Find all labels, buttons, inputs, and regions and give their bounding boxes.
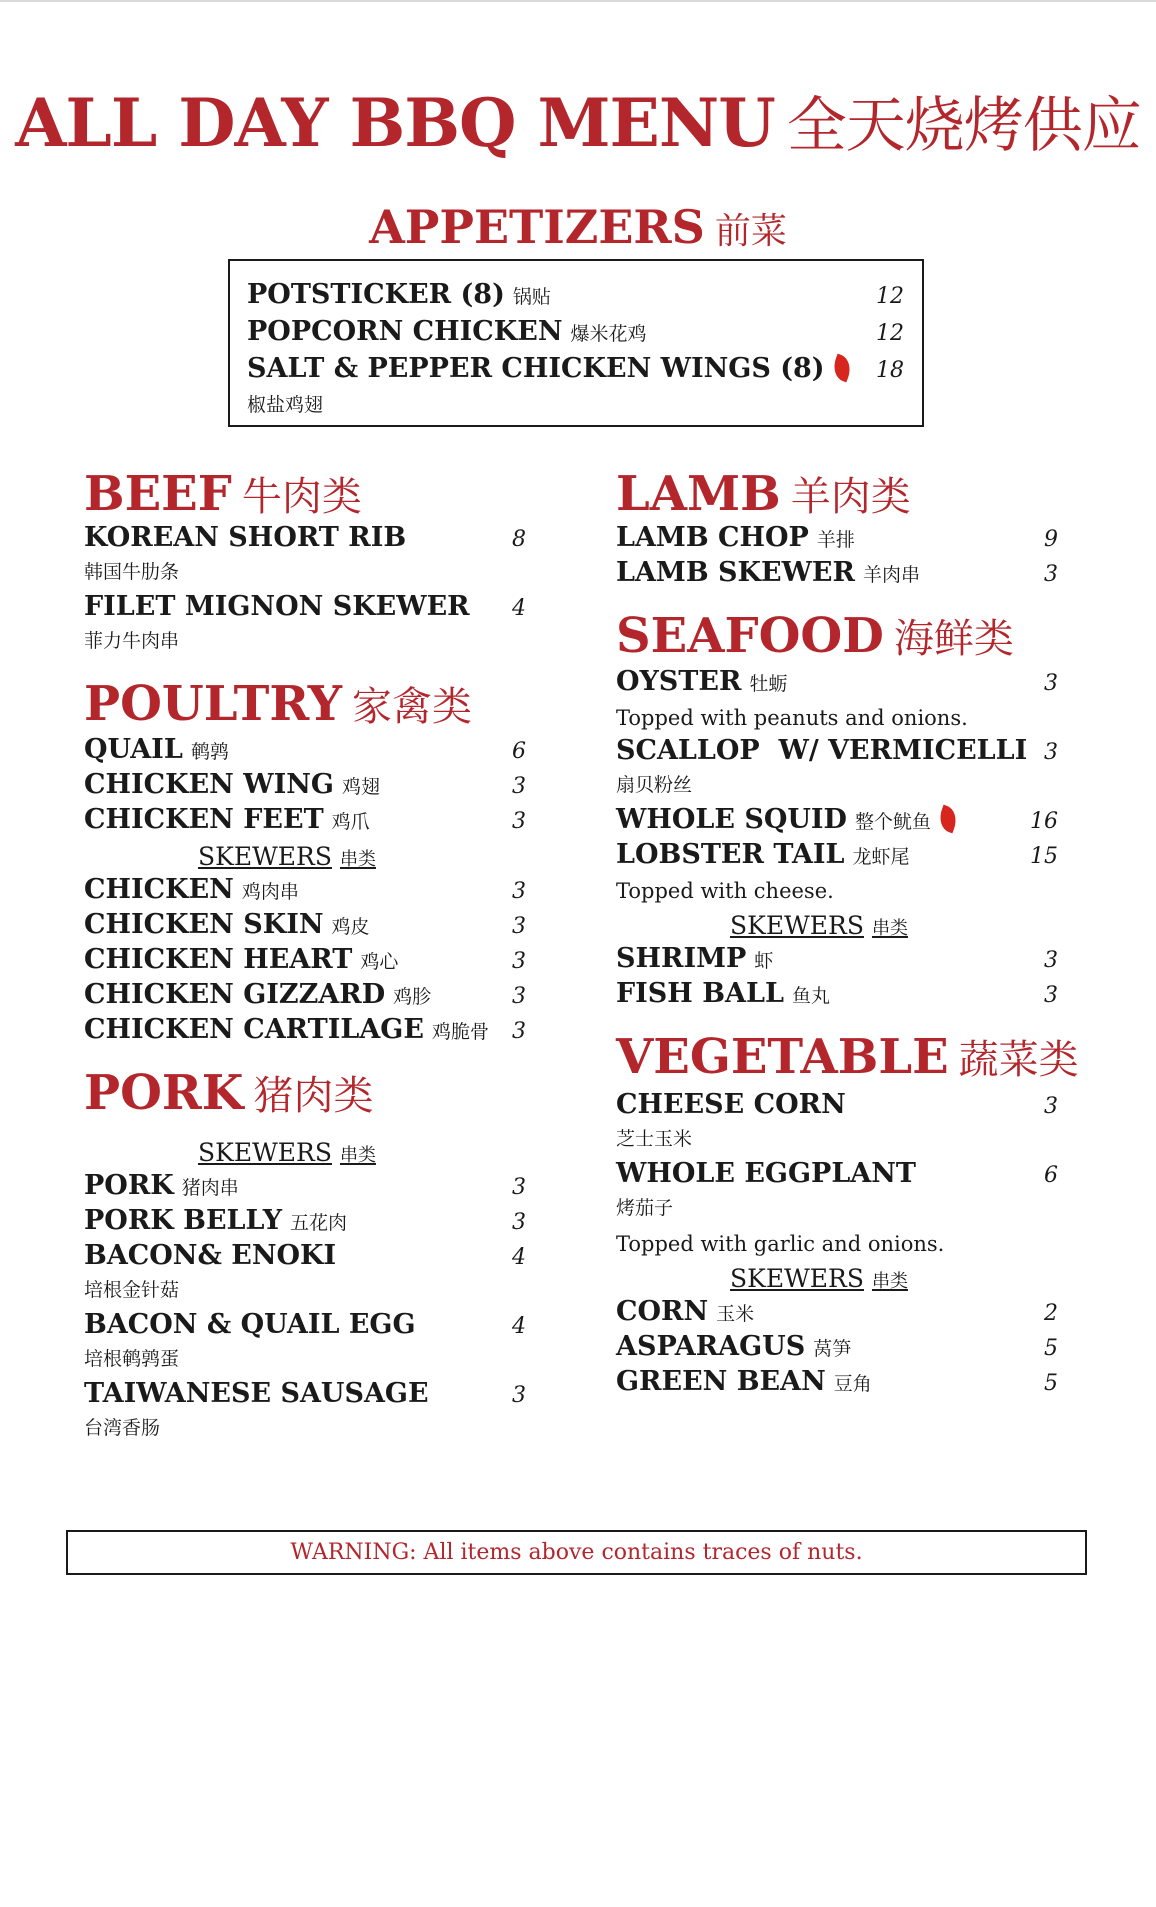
item-price: 6 — [1044, 1163, 1058, 1188]
item-name: KOREAN SHORT RIB — [84, 522, 407, 553]
item-name-cn: 台湾香肠 — [84, 1417, 161, 1439]
item-name: LOBSTER TAIL — [616, 839, 845, 870]
menu-item-row — [84, 979, 526, 1014]
item-name: CHICKEN FEET — [84, 804, 324, 835]
item-description: Topped with cheese. — [616, 879, 834, 903]
item-name: CHICKEN WING — [84, 769, 334, 800]
item-name: CHEESE CORN — [616, 1089, 846, 1120]
item-name-cn: 整个鱿鱼 — [854, 811, 931, 833]
item-name-cn: 牡蛎 — [749, 673, 788, 695]
right-column — [616, 466, 1079, 1401]
item-price: 5 — [1044, 1336, 1058, 1361]
item-name-cn: 莴笋 — [813, 1338, 852, 1360]
item-name-cn: 龙虾尾 — [852, 846, 910, 868]
item-price: 12 — [876, 321, 904, 346]
menu-item-row — [616, 1366, 1058, 1401]
item-name-cn: 椒盐鸡翅 — [247, 394, 324, 416]
item-price: 3 — [1044, 983, 1058, 1008]
menu-item-row — [84, 944, 526, 979]
item-name: WHOLE EGGPLANT — [616, 1158, 917, 1189]
item-name-cn: 菲力牛肉串 — [84, 630, 180, 652]
item-name: ASPARAGUS — [616, 1331, 806, 1362]
item-name: SHRIMP — [616, 943, 747, 974]
item-price: 3 — [512, 774, 526, 799]
item-name: CHICKEN CARTILAGE — [84, 1014, 424, 1045]
item-name-cn: 鸡脆骨 — [431, 1021, 489, 1043]
item-price: 3 — [512, 1383, 526, 1408]
menu-title-cn: 全天烧烤供应 — [786, 91, 1141, 161]
menu-item-row — [247, 279, 904, 316]
item-price: 3 — [512, 914, 526, 939]
item-name: BACON& ENOKI — [84, 1240, 337, 1271]
item-description: Topped with garlic and onions. — [616, 1232, 945, 1256]
menu-item-row — [616, 978, 1058, 1013]
item-name: CHICKEN SKIN — [84, 909, 324, 940]
item-name-cn: 豆角 — [833, 1373, 872, 1395]
item-price: 3 — [1044, 740, 1058, 765]
item-price: 3 — [512, 1019, 526, 1044]
item-name: SALT & PEPPER CHICKEN WINGS (8) — [247, 353, 825, 384]
item-name: PORK BELLY — [84, 1205, 283, 1236]
chili-pepper-icon — [935, 805, 960, 834]
item-name: LAMB SKEWER — [616, 557, 855, 588]
item-name: WHOLE SQUID — [616, 804, 847, 835]
item-name-cn: 芝士玉米 — [616, 1128, 693, 1150]
item-price: 5 — [1044, 1371, 1058, 1396]
item-name: FILET MIGNON SKEWER — [84, 591, 470, 622]
item-name-cn: 培根鹌鹑蛋 — [84, 1348, 180, 1370]
menu-item-row — [616, 1331, 1058, 1366]
item-name: CHICKEN GIZZARD — [84, 979, 386, 1010]
nut-warning: WARNING: All items above contains traces of nuts. — [66, 1530, 1087, 1575]
skewers-subheading: SKEWERS 串类 — [198, 1138, 376, 1167]
menu-item-row — [247, 316, 904, 353]
item-price: 6 — [512, 739, 526, 764]
item-name-cn: 鸡胗 — [393, 986, 432, 1008]
item-price: 3 — [512, 984, 526, 1009]
lamb-heading: LAMB 羊肉类 — [616, 466, 911, 522]
item-name: TAIWANESE SAUSAGE — [84, 1378, 429, 1409]
item-price: 3 — [1044, 1094, 1058, 1119]
skewers-subheading: SKEWERS 串类 — [198, 842, 376, 871]
left-column — [84, 466, 526, 1447]
pork-heading: PORK 猪肉类 — [84, 1065, 374, 1121]
item-name: CHICKEN — [84, 874, 234, 905]
menu-item-row — [616, 1296, 1058, 1331]
menu-item-row — [616, 735, 1058, 770]
item-price: 3 — [512, 1210, 526, 1235]
menu-item-row — [616, 522, 1058, 557]
item-name-cn: 鱼丸 — [791, 985, 830, 1007]
item-name-cn: 猪肉串 — [181, 1177, 239, 1199]
menu-item-row — [84, 804, 526, 839]
item-name-cn: 鸡爪 — [331, 811, 370, 833]
item-price: 3 — [512, 879, 526, 904]
item-price: 9 — [1044, 527, 1058, 552]
menu-item-row — [84, 734, 526, 769]
item-description: Topped with peanuts and onions. — [616, 706, 968, 730]
item-name-cn: 玉米 — [716, 1303, 755, 1325]
item-name-cn: 烤茄子 — [616, 1197, 674, 1219]
item-price: 4 — [512, 1314, 526, 1339]
menu-item-row — [84, 909, 526, 944]
item-price: 3 — [512, 809, 526, 834]
item-name: PORK — [84, 1170, 174, 1201]
item-name-cn: 五花肉 — [290, 1212, 348, 1234]
item-price: 3 — [1044, 948, 1058, 973]
item-name-cn: 羊排 — [816, 529, 855, 551]
menu-title — [0, 78, 1156, 164]
skewers-subheading: SKEWERS 串类 — [730, 1264, 908, 1293]
item-name: LAMB CHOP — [616, 522, 809, 553]
item-price: 8 — [512, 527, 526, 552]
menu-item-row — [84, 591, 526, 626]
menu-title-en: ALL DAY BBQ MENU — [15, 84, 775, 162]
seafood-heading: SEAFOOD 海鲜类 — [616, 608, 1014, 664]
appetizers-box — [228, 259, 924, 427]
item-name-cn: 培根金针菇 — [84, 1279, 180, 1301]
menu-item-row — [84, 769, 526, 804]
menu-item-row — [616, 839, 1058, 874]
item-price: 4 — [512, 1245, 526, 1270]
item-name-cn: 鸡心 — [360, 951, 399, 973]
item-name-cn: 扇贝粉丝 — [616, 774, 693, 796]
item-name-cn: 鹌鹑 — [190, 741, 229, 763]
item-name: CORN — [616, 1296, 709, 1327]
item-name: BACON & QUAIL EGG — [84, 1309, 416, 1340]
item-price: 2 — [1044, 1301, 1058, 1326]
item-name: OYSTER — [616, 666, 742, 697]
menu-item-row — [84, 1170, 526, 1205]
item-name-cn: 鸡翅 — [341, 776, 380, 798]
item-price: 4 — [512, 596, 526, 621]
menu-item-row — [84, 1014, 526, 1049]
item-price: 3 — [1044, 562, 1058, 587]
menu-item-row — [84, 874, 526, 909]
item-price: 16 — [1030, 809, 1058, 834]
item-name-cn: 鸡皮 — [331, 916, 370, 938]
item-name-cn: 爆米花鸡 — [570, 323, 647, 345]
menu-item-row — [84, 1309, 526, 1344]
item-name: GREEN BEAN — [616, 1366, 826, 1397]
menu-item-row — [616, 943, 1058, 978]
item-name: SCALLOP W/ VERMICELLI — [616, 735, 1028, 766]
poultry-heading: POULTRY 家禽类 — [84, 676, 472, 732]
item-name-cn: 韩国牛肋条 — [84, 561, 180, 583]
item-name-cn: 虾 — [754, 950, 774, 972]
vegetable-heading: VEGETABLE 蔬菜类 — [616, 1029, 1079, 1085]
item-price: 3 — [512, 949, 526, 974]
item-name-cn: 鸡肉串 — [241, 881, 299, 903]
item-name: POTSTICKER (8) — [247, 279, 505, 310]
item-name: CHICKEN HEART — [84, 944, 353, 975]
menu-item-row — [616, 804, 1058, 839]
menu-item-row — [616, 1158, 1058, 1193]
beef-heading: BEEF 牛肉类 — [84, 466, 362, 522]
item-price: 3 — [512, 1175, 526, 1200]
item-name: POPCORN CHICKEN — [247, 316, 563, 347]
item-name-cn: 锅贴 — [512, 286, 551, 308]
item-name: QUAIL — [84, 734, 183, 765]
item-price: 3 — [1044, 671, 1058, 696]
menu-item-row — [616, 1089, 1058, 1124]
appetizers-heading: APPETIZERS 前菜 — [369, 200, 787, 254]
menu-item-row — [84, 1205, 526, 1240]
menu-item-row — [247, 353, 904, 390]
menu-item-row — [616, 557, 1058, 592]
item-name-cn: 羊肉串 — [862, 564, 920, 586]
top-border-line — [0, 0, 1156, 2]
chili-pepper-icon — [829, 354, 854, 383]
item-price: 15 — [1030, 844, 1058, 869]
menu-item-row — [84, 522, 526, 557]
menu-item-row — [84, 1240, 526, 1275]
menu-item-row — [616, 666, 1058, 701]
item-price: 12 — [876, 284, 904, 309]
skewers-subheading: SKEWERS 串类 — [730, 911, 908, 940]
item-name: FISH BALL — [616, 978, 784, 1009]
menu-item-row — [84, 1378, 526, 1413]
item-price: 18 — [876, 358, 904, 383]
